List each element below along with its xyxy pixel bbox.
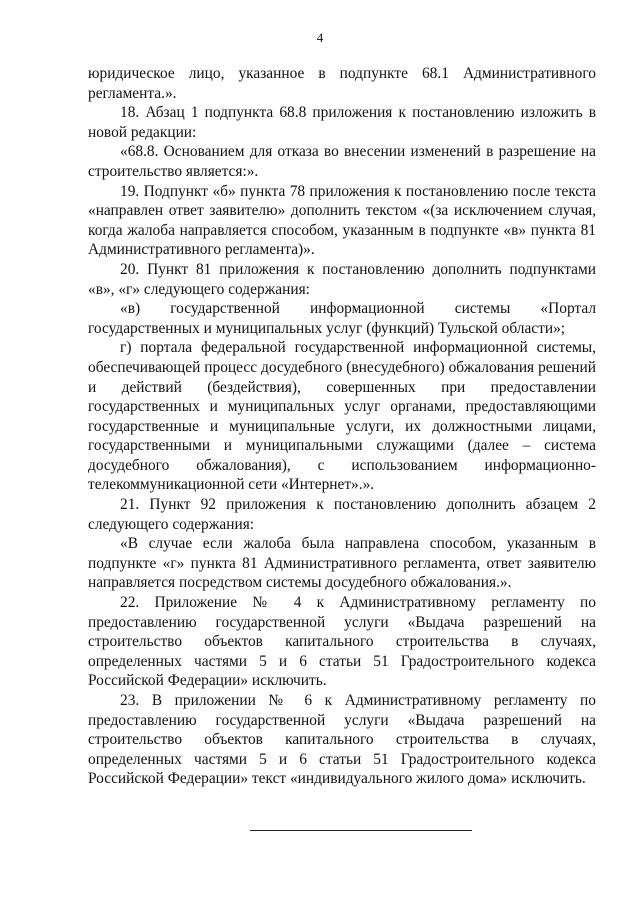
paragraph-item-19: 19. Подпункт «б» пункта 78 приложения к постановлению после текста «направлен ответ заявителю» дополнить текстом «(за исключением случая, когда жалоба направляется способом, указанным в подпункте «в» пункта 81 Административного регламента)».	[88, 182, 596, 259]
paragraph-item-21: 21. Пункт 92 приложения к постановлению дополнить абзацем 2 следующего содержания:	[88, 496, 596, 533]
paragraph-subitem-v: «в) государственной информационной системы «Портал государственных и муниципальных услуг (функций) Тульской области»;	[88, 300, 596, 337]
paragraph-item-22: 22. Приложение № 4 к Административному регламенту по предоставлению государственной услуги «Выдача разрешений на строительство объектов капитального строительства в случаях, определенных частями 5 и 6 статьи 51 Градостроительного кодекса Российской Федерации» исключить.	[88, 594, 596, 690]
paragraph-item-20: 20. Пункт 81 приложения к постановлению дополнить подпунктами «в», «г» следующего содержания:	[88, 260, 596, 298]
paragraph-continuation: юридическое лицо, указанное в подпункте 68.1 Административного регламента.».	[88, 65, 596, 102]
paragraph-quote-68-8: «68.8. Основанием для отказа во внесении изменений в разрешение на строительство является:».	[88, 143, 596, 180]
paragraph-item-23: 23. В приложении № 6 к Административному регламенту по предоставлению государственной услуги «Выдача разрешений на строительство объектов капитального строительства в случаях, определенных частями 5 и 6 статьи 51 Градостроительного кодекса Российской Федерации» текст «индивидуального жилого дома» исключить.	[88, 692, 596, 788]
paragraph-quote-item-21: «В случае если жалоба была направлена способом, указанным в подпункте «г» пункта 81 Административного регламента, ответ заявителю направляется посредством системы досудебного обжалования.».	[88, 535, 596, 592]
paragraph-subitem-g: г) портала федеральной государственной информационной системы, обеспечивающей процесс досудебного (внесудебного) обжалования решений и действий (бездействия), совершенных при предоставлении государственных и муниципальных услуг органами, предоставляющими государственные и муниципальные услуги, их должностными лицами, государственными и муниципальными служащими (далее – система досудебного обжалования), с использованием информационно-телекоммуникационной сети «Интернет».».	[88, 339, 596, 494]
closing-divider	[250, 830, 472, 831]
document-body	[88, 64, 596, 789]
paragraph-item-18: 18. Абзац 1 подпункта 68.8 приложения к постановлению изложить в новой редакции:	[88, 104, 596, 141]
page-number: 4	[316, 30, 324, 45]
